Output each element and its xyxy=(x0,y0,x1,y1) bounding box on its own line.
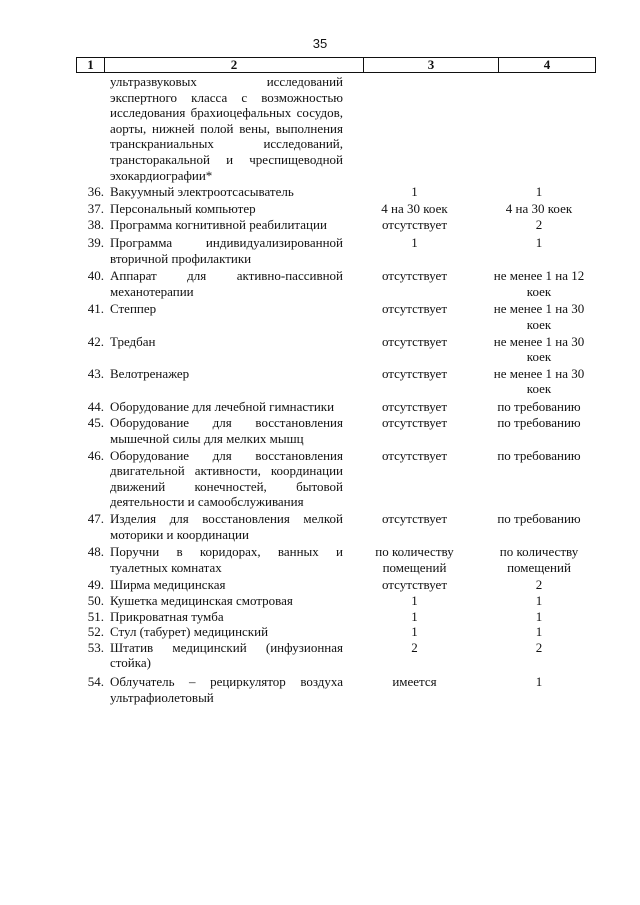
header-col-2: 2 xyxy=(105,58,364,72)
required-value: по требованию xyxy=(497,398,581,414)
row-number: 43. xyxy=(87,365,104,381)
required-value: 1 xyxy=(535,234,543,250)
row-number: 50. xyxy=(87,593,104,608)
item-name: Вакуумный электроотсасыватель xyxy=(110,184,294,200)
row-number: 39. xyxy=(87,234,104,250)
current-value: 1 xyxy=(411,184,418,200)
equipment-table xyxy=(76,74,596,705)
required-value: 1 xyxy=(535,673,543,689)
table-row xyxy=(76,671,596,705)
required-value: по требованию xyxy=(497,415,581,431)
table-row xyxy=(76,414,596,446)
header-col-4: 4 xyxy=(543,57,551,72)
table-row xyxy=(76,640,596,671)
current-value: отсутствует xyxy=(381,268,448,284)
row-number: 36. xyxy=(87,184,104,200)
current-value: отсутствует xyxy=(381,301,448,317)
item-name: Штатив медицинский (инфузионная стойка) xyxy=(110,639,343,671)
row-number: 52. xyxy=(87,624,104,640)
current-value: имеется xyxy=(392,673,437,689)
required-value: 1 xyxy=(535,624,543,640)
table-row xyxy=(76,575,596,593)
table-row xyxy=(76,233,596,266)
table-row xyxy=(76,183,596,200)
current-value: отсутствует xyxy=(381,577,448,593)
current-value: 4 на 30 коек xyxy=(381,200,448,216)
required-value: 2 xyxy=(535,577,543,593)
item-name: Аппарат для активно-пассивной механотерапии xyxy=(110,268,343,299)
table-row xyxy=(76,397,596,415)
current-value: 1 xyxy=(411,234,418,250)
row-number: 53. xyxy=(87,639,104,655)
row-number: 37. xyxy=(87,200,104,216)
required-value: 1 xyxy=(535,593,543,608)
header-col-1: 1 xyxy=(77,58,105,72)
table-row xyxy=(76,609,596,625)
item-name: Кушетка медицинская смотровая xyxy=(110,593,293,608)
item-name: Персональный компьютер xyxy=(110,200,256,216)
current-value: отсутствует xyxy=(381,365,448,381)
item-name: Оборудование для лечебной гимнастики xyxy=(110,398,335,414)
required-value: по требованию xyxy=(497,447,581,463)
table-row xyxy=(76,266,596,299)
item-name: Изделия для восстановления мелкой моторики и координации xyxy=(110,511,343,542)
required-value: 1 xyxy=(535,184,543,200)
item-name: Программа индивидуализированной вторичной профилактики xyxy=(110,234,343,266)
table-row xyxy=(76,333,596,365)
row-number: 45. xyxy=(87,415,104,431)
row-number: 47. xyxy=(87,511,104,527)
row-number: 46. xyxy=(87,447,104,463)
page-number: 35 xyxy=(312,36,328,51)
required-value: по требованию xyxy=(497,511,581,527)
table-row xyxy=(76,365,596,397)
item-name: Ширма медицинская xyxy=(110,577,226,593)
header-col-3: 3 xyxy=(364,58,499,72)
item-name: Велотренажер xyxy=(110,365,190,381)
table-row xyxy=(76,593,596,609)
required-value: не менее 1 на 30 коек xyxy=(493,333,585,365)
table-row xyxy=(76,447,596,510)
required-value: 1 xyxy=(535,608,543,624)
item-name: Тредбан xyxy=(110,333,156,349)
required-value: не менее 1 на 12 коек xyxy=(493,268,585,299)
item-name: ультразвуковых исследований экспертного класса с возможностью исследования брахиоцефальных сосудов, аорты, нижней полой вены, выполнения транскраниальных исследований, трансторакальной и чреспищеводной эхокардиографии* xyxy=(110,74,343,183)
item-name: Программа когнитивной реабилитации xyxy=(110,217,327,233)
current-value: 2 xyxy=(411,639,418,655)
current-value: отсутствует xyxy=(381,217,448,233)
table-row xyxy=(76,74,596,183)
item-name: Стул (табурет) медицинский xyxy=(110,624,269,640)
item-name: Поручни в коридорах, ванных и туалетных комнатах xyxy=(110,544,343,575)
row-number: 49. xyxy=(87,577,104,593)
item-name: Оборудование для восстановления мышечной силы для мелких мышц xyxy=(110,415,343,447)
row-number: 42. xyxy=(87,333,104,349)
required-value: 2 xyxy=(535,639,543,655)
row-number: 44. xyxy=(87,398,104,414)
row-number: 51. xyxy=(87,608,104,624)
current-value: отсутствует xyxy=(381,398,448,414)
current-value: 1 xyxy=(411,608,418,624)
item-name: Прикроватная тумба xyxy=(110,608,224,624)
item-name: Степпер xyxy=(110,301,157,317)
row-number: 38. xyxy=(87,217,104,233)
current-value: 1 xyxy=(411,624,418,640)
required-value: 2 xyxy=(535,217,543,233)
table-row xyxy=(76,200,596,217)
current-value: по количеству помещений xyxy=(375,544,454,575)
table-row xyxy=(76,624,596,640)
item-name: Облучатель – рециркулятор воздуха ультрафиолетовый xyxy=(110,673,343,705)
current-value xyxy=(347,74,482,183)
required-value: не менее 1 на 30 коек xyxy=(493,301,585,332)
row-number: 54. xyxy=(87,673,104,689)
current-value: отсутствует xyxy=(381,511,448,527)
table-row xyxy=(76,299,596,332)
current-value: 1 xyxy=(411,593,418,608)
item-name: Оборудование для восстановления двигательной активности, координации движений конечностей, бытовой деятельности и самообслуживания xyxy=(110,447,343,510)
row-number: 41. xyxy=(87,301,104,317)
table-header xyxy=(76,57,596,73)
required-value xyxy=(482,74,596,183)
required-value: не менее 1 на 30 коек xyxy=(493,365,585,397)
row-number xyxy=(76,74,106,183)
row-number: 48. xyxy=(87,544,104,560)
current-value: отсутствует xyxy=(381,415,448,431)
table-row xyxy=(76,216,596,233)
required-value: по количеству помещений xyxy=(499,544,579,575)
table-row xyxy=(76,542,596,575)
table-row xyxy=(76,510,596,542)
current-value: отсутствует xyxy=(381,333,448,349)
current-value: отсутствует xyxy=(381,447,448,463)
row-number: 40. xyxy=(87,268,104,284)
required-value: 4 на 30 коек xyxy=(505,200,573,216)
